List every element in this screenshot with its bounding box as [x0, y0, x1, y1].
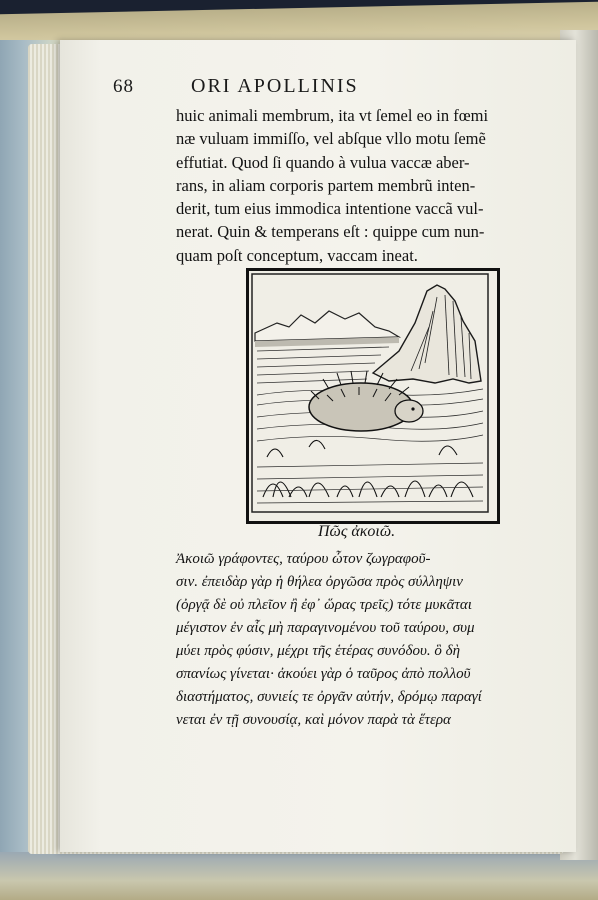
text-line: huic animali membrum, ita vt ſemel eo in fœmi: [176, 106, 489, 125]
text-line: quam poſt conceptum, vaccam ineat.: [176, 245, 418, 265]
text-line: Ἀκοιῶ γράφοντες, ταύρου ὦτον ζωγραφοῦ-: [176, 551, 431, 567]
text-line: nerat. Quin & temperans eſt : quippe cum nun-: [176, 222, 485, 242]
running-title: ORI APOLLINIS: [191, 75, 359, 97]
text-line: effutiat. Quod ſi quando à vulua vaccæ aber-: [176, 152, 470, 172]
section-heading: Πῶς ἀκοιῶ.: [318, 523, 396, 540]
text-line: νεται ἐν τῇ συνουσίᾳ, καὶ μόνον παρὰ τὰ ἕτερα: [176, 712, 451, 728]
greek-paragraph: [176, 548, 556, 732]
latin-paragraph: [176, 104, 506, 267]
text-line: διαστήματος, συνιείς τε ὀργᾶν αὐτήν, δρόμῳ παραγί: [176, 689, 482, 705]
running-head: [113, 76, 473, 102]
text-line: (ὀργᾷ δὲ οὐ πλεῖον ἢ ἐφ᾿ ὥρας τρεῖς) τότε μυκᾶται: [176, 597, 472, 613]
woodcut-illustration: [246, 268, 500, 524]
text-line: μύει πρὸς φύσιν, μέχρι τῆς ἑτέρας συνόδου. ὃ δὴ: [176, 643, 461, 659]
text-line: rans, in aliam corporis partem membrũ inten-: [176, 175, 476, 195]
text-line: næ vuluam immiſſo, vel abſque vllo motu ſemẽ: [176, 129, 486, 149]
page-number: 68: [113, 76, 134, 97]
woodcut-scene: [249, 271, 491, 515]
text-line: σιν. ἐπειδὰρ γὰρ ἡ θήλεα ὀργῶσα πρὸς σύλληψιν: [176, 574, 463, 590]
text-line: μέγιστον ἐν αἷς μὴ παραγινομένου τοῦ ταύρου, συμ: [176, 620, 475, 636]
text-line: derit, tum eius immodica intentione vaccã vul-: [176, 199, 484, 219]
cloth-support-bottom: [0, 852, 598, 900]
text-line: σπανίως γίνεται· ἀκούει γὰρ ὁ ταῦρος ἀπὸ πολλοῦ: [176, 666, 471, 682]
